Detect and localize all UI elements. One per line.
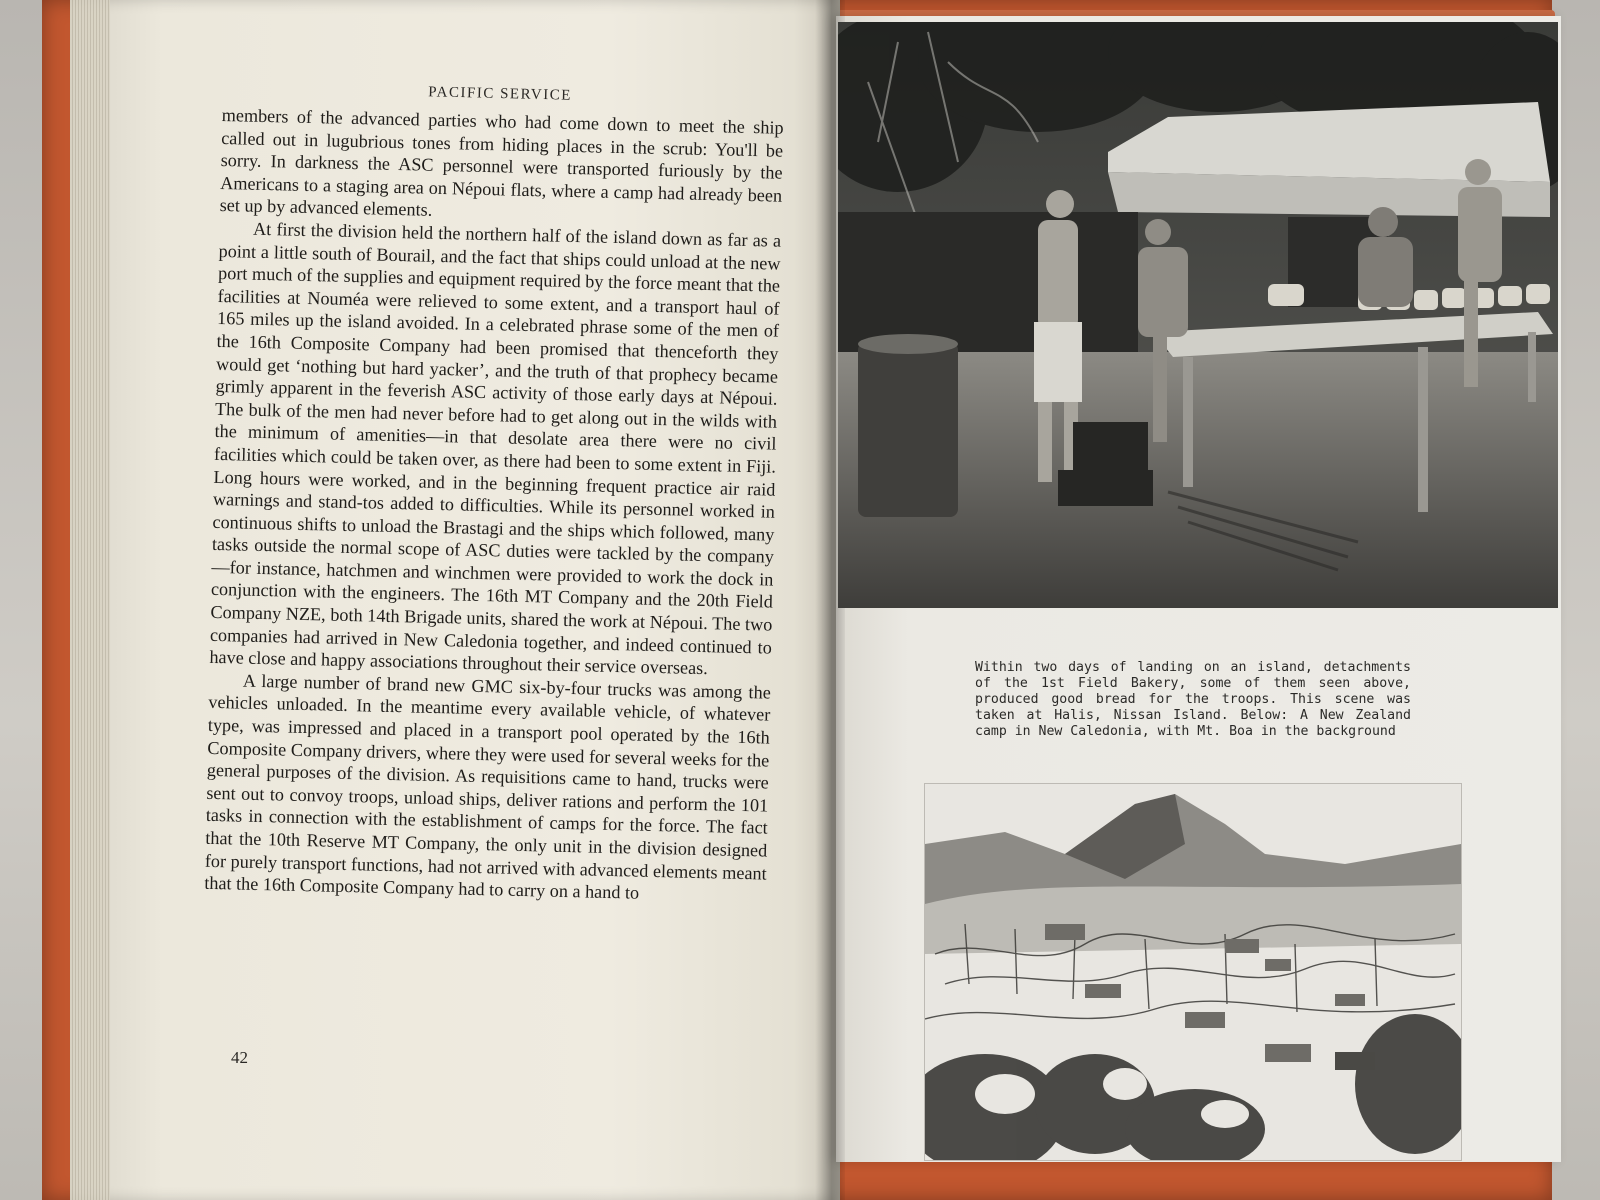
photo-caption: Within two days of landing on an island, detachments of the 1st Field Bakery, some of them seen above, produced good bread for the troops. This scene was taken at Halis, Nissan Island. Below: A New Zealand camp in New Caledonia, with Mt. Boa in the background (975, 660, 1411, 739)
running-head: PACIFIC SERVICE (427, 84, 573, 104)
paragraph-2: At first the division held the northern half of the island down as far as a point a little south of Bourail, and the fact that ships could unload at the new port much of the supplies and equipment required by the force meant that the facilities at Nouméa were relieved to some extent, and a transport haul of 165 miles up the island avoided. In a celebrated phrase some of the men of the 16th Composite Company had been promised that thenceforth they would get ‘nothing but hard yacker’, and the truth of that prophecy became grimly apparent in the feverish ASC activity of those early days at Népoui. The bulk of the men had never before had to get along out in the wilds with the minimum of amenities—in that desolate area there were no civil facilities which could be taken over, as there had been to some extent in Fiji. Long hours were worked, and in the beginning frequent practice air raid warnings and stand-tos added to difficulties. While its personnel worked in continuous shifts to unload the Brastagi and the ships which followed, many tasks outside the normal scope of ASC duties were tackled by the company—for instance, hatchmen and winchmen were provided to work the dock in conjunction with the engineers. The 16th MT Company and the 20th Field Company NZE, both 14th Brigade units, shared the work at Népoui. The two companies had arrived in New Caledonia together, and indeed continued to have close and happy associations throughout their service overseas. (209, 218, 782, 679)
camp-sketch-image (925, 784, 1461, 1160)
camp-sketch (924, 783, 1462, 1161)
bakery-photo-image (838, 22, 1558, 608)
body-text (204, 104, 784, 907)
page-number: 42 (231, 1048, 248, 1067)
paragraph-3: A large number of brand new GMC six-by-four trucks was among the vehicles unloaded. In the meantime every available vehicle, of whatever type, was impressed and placed in a transport pool operated by the 16th Composite Company drivers, where they were used for several weeks for the general purposes of the division. As requisitions came to hand, trucks were sent out to convoy troops, unload ships, deliver rations and perform the 101 tasks in connection with the establishment of camps for the force. The fact that the 10th Reserve MT Company, the only unit in the division designed for purely transport functions, had not arrived with advanced elements meant that the 16th Composite Company had to carry on a hand to (204, 670, 772, 903)
page-edges (70, 0, 110, 1200)
bakery-photo (838, 22, 1558, 608)
paragraph-1: members of the advanced parties who had come down to meet the ship called out in lugubrious tones from hiding places in the scrub: You'll be sorry. In darkness the ASC personnel were transported furiously by the Americans to a staging area on Népoui flats, where a camp had already been set up by advanced elements. (219, 104, 784, 221)
